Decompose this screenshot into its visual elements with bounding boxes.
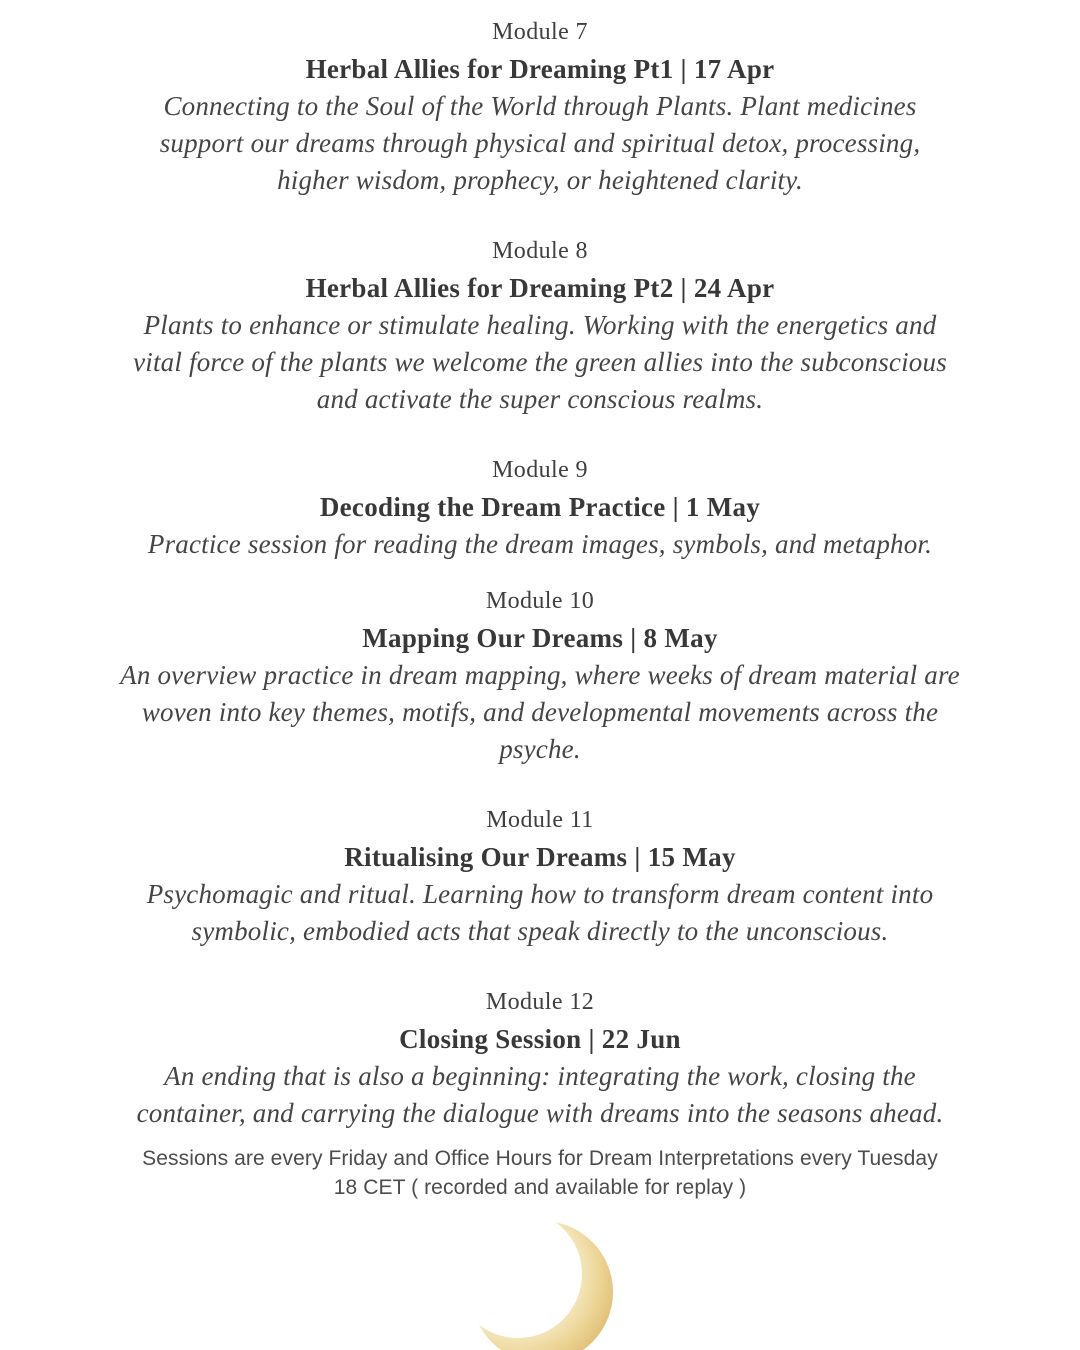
module-description [80, 307, 1000, 418]
module-label: Module 12 [485, 989, 595, 1015]
description-line: Connecting to the Soul of the World through Plants. Plant medicines [163, 91, 917, 121]
module-label: Module 9 [492, 457, 588, 483]
module-description [80, 876, 1000, 950]
module-12 [80, 984, 1000, 1132]
module-9 [80, 452, 1000, 563]
description-line: An overview practice in dream mapping, where weeks of dream material are [120, 660, 960, 690]
module-title: Mapping Our Dreams | 8 May [362, 623, 718, 653]
description-line: psyche. [499, 734, 581, 764]
description-line: container, and carrying the dialogue with dreams into the seasons ahead. [136, 1098, 944, 1128]
description-line: support our dreams through physical and spiritual detox, processing, [159, 128, 921, 158]
module-10 [80, 583, 1000, 768]
description-line: Practice session for reading the dream images, symbols, and metaphor. [147, 529, 933, 559]
module-7 [80, 14, 1000, 199]
sessions-note-line: Sessions are every Friday and Office Hours for Dream Interpretations every Tuesday [142, 1147, 938, 1170]
module-label: Module 10 [485, 588, 595, 614]
description-line: symbolic, embodied acts that speak directly to the unconscious. [191, 916, 889, 946]
module-title: Herbal Allies for Dreaming Pt1 | 17 Apr [305, 54, 775, 84]
module-description [80, 1058, 1000, 1132]
module-description [80, 526, 1000, 563]
description-line: higher wisdom, prophecy, or heightened clarity. [277, 165, 803, 195]
module-11 [80, 802, 1000, 950]
description-line: woven into key themes, motifs, and developmental movements across the [141, 697, 939, 727]
description-line: An ending that is also a beginning: integrating the work, closing the [164, 1061, 916, 1091]
module-title: Herbal Allies for Dreaming Pt2 | 24 Apr [305, 273, 775, 303]
module-label: Module 11 [486, 807, 594, 833]
description-line: Plants to enhance or stimulate healing. Working with the energetics and [143, 310, 937, 340]
module-label: Module 7 [492, 19, 588, 45]
module-list [80, 0, 1000, 1350]
description-line: Psychomagic and ritual. Learning how to transform dream content into [146, 879, 934, 909]
module-8 [80, 233, 1000, 418]
module-title: Ritualising Our Dreams | 15 May [344, 842, 736, 872]
description-line: vital force of the plants we welcome the green allies into the subconscious [133, 347, 947, 377]
module-label: Module 8 [492, 238, 588, 264]
description-line: and activate the super conscious realms. [316, 384, 764, 414]
module-description [80, 657, 1000, 768]
module-title: Closing Session | 22 Jun [399, 1024, 681, 1054]
crescent-moon-icon [445, 1220, 635, 1350]
sessions-note [80, 1144, 1000, 1202]
module-title: Decoding the Dream Practice | 1 May [319, 492, 761, 522]
module-description [80, 88, 1000, 199]
sessions-note-line: 18 CET ( recorded and available for replay ) [333, 1176, 747, 1199]
